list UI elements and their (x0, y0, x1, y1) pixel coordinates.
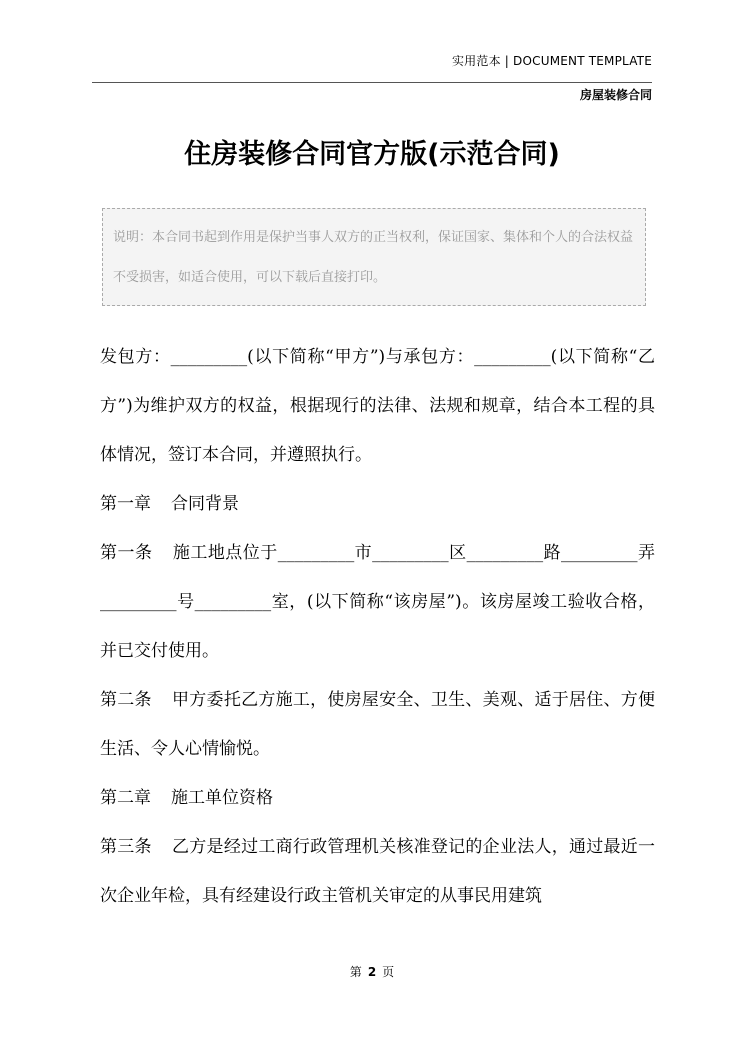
chapter-2-heading (100, 774, 655, 823)
chapter-1-heading (100, 480, 655, 529)
note-text: 说明：本合同书起到作用是保护当事人双方的正当权利，保证国家、集体和个人的合法权益不受损害，如适合使用，可以下载后直接打印。 (113, 230, 634, 285)
article-2-text: 甲方委托乙方施工，使房屋安全、卫生、美观、适于居住、方便生活、令人心情愉悦。 (100, 690, 656, 759)
footer-prefix: 第 (349, 965, 362, 979)
article-2-label: 第二条 (100, 690, 152, 710)
header-document-template: 实用范本 | DOCUMENT TEMPLATE (451, 54, 652, 68)
article-1 (100, 529, 655, 676)
article-1-label: 第一条 (100, 543, 153, 563)
header-doc-category: 房屋装修合同 (579, 88, 652, 102)
article-2 (100, 676, 655, 774)
chapter-2-title: 施工单位资格 (171, 788, 273, 808)
article-3-text: 乙方是经过工商行政管理机关核准登记的企业法人，通过最近一次企业年检，具有经建设行政主管机关审定的从事民用建筑 (100, 837, 656, 906)
header-divider (92, 82, 652, 83)
chapter-1-title: 合同背景 (171, 494, 239, 514)
article-3-label: 第三条 (100, 837, 152, 857)
article-3 (100, 823, 655, 921)
chapter-2-label: 第二章 (100, 788, 151, 808)
footer-suffix: 页 (382, 965, 395, 979)
note-box (102, 208, 646, 306)
chapter-1-label: 第一章 (100, 494, 151, 514)
intro-paragraph: 发包方：_________(以下简称“甲方”)与承包方：_________(以下简称“乙方”)为维护双方的权益，根据现行的法律、法规和规章，结合本工程的具体情况，签订本合同，并遵照执行。 (100, 347, 655, 465)
contract-body (100, 333, 655, 921)
page-title: 住房装修合同官方版(示范合同) (184, 139, 560, 170)
article-1-text: 施工地点位于_________市_________区_________路_________弄_________号_________室，(以下简称“该房屋”)。该房屋竣工验收合格，并已交付使用。 (100, 543, 656, 661)
page-footer (0, 964, 744, 980)
page-number: 2 (367, 965, 377, 979)
